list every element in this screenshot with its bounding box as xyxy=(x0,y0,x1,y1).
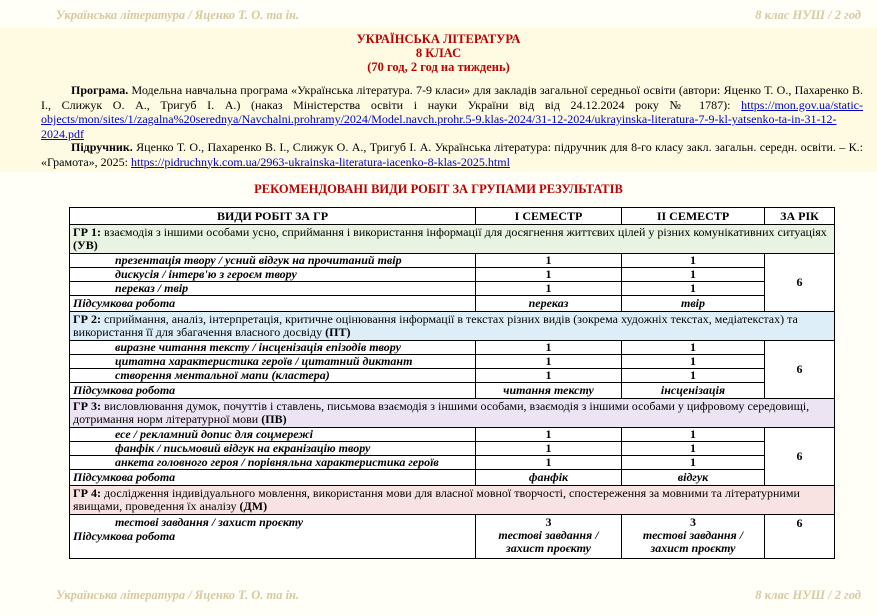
header-semester-1: І СЕМЕСТР xyxy=(476,208,622,225)
textbook-text: Яценко Т. О., Пахаренко В. І., Слижук О. А., Тригуб І. А. Українська література: підручник для 8-го класу закл. загальн. середн. освіти. – К.: «Грамота», 2025: xyxy=(41,140,863,169)
doc-hours: (70 год, 2 год на тиждень) xyxy=(367,60,510,74)
semester-2-count: 1 xyxy=(622,369,765,383)
year-total: 6 xyxy=(765,428,835,486)
semester-2-count: 1 xyxy=(622,456,765,470)
header-right: 8 клас НУШ / 2 год xyxy=(755,8,861,22)
semester-2-count: 1 xyxy=(622,355,765,369)
table-row xyxy=(70,268,835,282)
footer-left: Українська література / Яценко Т. О. та ін. xyxy=(56,588,300,602)
summary-row xyxy=(70,470,835,486)
semester-1-count: 1 xyxy=(476,254,622,268)
activity-name: есе / рекламний допис для соцмережі xyxy=(70,428,476,442)
table-row xyxy=(70,369,835,383)
semester-1-count: 1 xyxy=(476,442,622,456)
doc-title: УКРАЇНСЬКА ЛІТЕРАТУРА xyxy=(356,32,521,46)
program-paragraph xyxy=(41,83,863,141)
group-description: ГР 3: висловлювання думок, почуттів і ставлень, письмова взаємодія з іншими особами, взаємодія з іншими особами у цифровому середовищі, дотримання норм літературної мови (ПВ) xyxy=(70,399,835,428)
summary-semester-1: переказ xyxy=(476,296,622,312)
summary-label: Підсумкова робота xyxy=(70,470,476,486)
group-description: ГР 4: дослідження індивідуального мовлення, використання мови для власної мовної творчості, спостереження за мовними та літературними явищами, проведення їх аналізу (ДМ) xyxy=(70,486,835,515)
table-row xyxy=(70,355,835,369)
summary-label: Підсумкова робота xyxy=(70,296,476,312)
activity-name: презентація твору / усний відгук на прочитаний твір xyxy=(70,254,476,268)
semester-2-count: 1 xyxy=(622,428,765,442)
activity-name: переказ / твір xyxy=(70,282,476,296)
semester-2-count: 3 xyxy=(690,515,696,529)
page-footer xyxy=(0,588,877,604)
table-row xyxy=(70,254,835,268)
semester-2-count: 1 xyxy=(622,254,765,268)
textbook-label: Підручник. xyxy=(71,140,133,154)
year-total: 6 xyxy=(765,341,835,399)
table-row xyxy=(70,442,835,456)
year-total: 6 xyxy=(765,254,835,312)
activity-name: дискусія / інтерв'ю з героєм твору xyxy=(70,268,476,282)
program-label: Програма. xyxy=(71,83,129,97)
header-year: ЗА РІК xyxy=(765,208,835,225)
group-row-2 xyxy=(70,312,835,341)
group-description: ГР 2: сприймання, аналіз, інтерпретація, критичне оцінювання інформації в текстах різних видів (зокрема художніх текстах, медіатекстах) та використання її для збагачення власного досвіду (ПТ) xyxy=(70,312,835,341)
summary-semester-2: тестові завдання / захист проєкту xyxy=(642,528,744,555)
group-row-1 xyxy=(70,225,835,254)
group-row-3 xyxy=(70,399,835,428)
activity-name: тестові завдання / захист проєкту xyxy=(115,515,304,529)
table-row xyxy=(70,428,835,442)
summary-row xyxy=(70,383,835,399)
header-works: ВИДИ РОБІТ ЗА ГР xyxy=(70,208,476,225)
semester-1-count: 1 xyxy=(476,369,622,383)
textbook-link[interactable]: https://pidruchnyk.com.ua/2963-ukrainska-literatura-iacenko-8-klas-2025.html xyxy=(131,154,510,169)
works-table xyxy=(69,207,835,559)
summary-row xyxy=(70,296,835,312)
activity-cell xyxy=(70,515,476,559)
summary-label: Підсумкова робота xyxy=(70,383,476,399)
semester-1-count: 3 xyxy=(545,515,552,529)
semester-1-count: 1 xyxy=(476,456,622,470)
header-left: Українська література / Яценко Т. О. та ін. xyxy=(56,8,300,22)
program-link[interactable]: https://mon.gov.ua/static-objects/mon/sites/1/zagalna%20serednya/Navchalni.prohramy/2024/Model.navch.prohr.5-9.klas-2024/31-12-2024/ukrayinska-literatura-7-9-kl-yatsenko-ta-in-31-12-2024.pdf xyxy=(41,97,863,141)
year-total: 6 xyxy=(765,515,835,559)
summary-semester-2: інсценізація xyxy=(622,383,765,399)
semester-2-count: 1 xyxy=(622,282,765,296)
semester-1-count: 1 xyxy=(476,355,622,369)
table-row xyxy=(70,515,835,559)
header-semester-2: ІІ СЕМЕСТР xyxy=(622,208,765,225)
activity-name: фанфік / письмовий відгук на екранізацію твору xyxy=(70,442,476,456)
summary-semester-1: тестові завдання / захист проєкту xyxy=(498,528,599,555)
semester-2-count: 1 xyxy=(622,341,765,355)
doc-grade: 8 КЛАС xyxy=(415,46,462,60)
semester-2-count: 1 xyxy=(622,268,765,282)
intro-block xyxy=(0,28,877,172)
semester-1-count: 1 xyxy=(476,268,622,282)
group-row-4 xyxy=(70,486,835,515)
program-text: Модельна навчальна програма «Українська література. 7-9 класи» для закладів загальної середньої освіти (автори: Яценко Т. О., Пахаренко В. І., Слижук О. А., Тригуб І. А.) (наказ Міністерства освіти і науки України від від 24.12.2024 року № 1787): xyxy=(41,83,863,112)
activity-name: цитатна характеристика героїв / цитатний диктант xyxy=(70,355,476,369)
table-row xyxy=(70,456,835,470)
section-title: РЕКОМЕНДОВАНІ ВИДИ РОБІТ ЗА ГРУПАМИ РЕЗУЛЬТАТІВ xyxy=(254,182,623,196)
semester-1-count: 1 xyxy=(476,341,622,355)
page-header xyxy=(0,8,877,24)
activity-name: створення ментальної мапи (кластера) xyxy=(70,369,476,383)
semester-2-cell xyxy=(622,515,765,559)
summary-label: Підсумкова робота xyxy=(73,529,176,543)
table-row xyxy=(70,282,835,296)
summary-semester-1: фанфік xyxy=(476,470,622,486)
group-description: ГР 1: взаємодія з іншими особами усно, сприймання і використання інформації для досягнення життєвих цілей у різних комунікативних ситуаціях (УВ) xyxy=(70,225,835,254)
textbook-paragraph xyxy=(41,140,863,169)
semester-1-count: 1 xyxy=(476,428,622,442)
summary-semester-2: твір xyxy=(622,296,765,312)
activity-name: анкета головного героя / порівняльна характеристика героїв xyxy=(70,456,476,470)
table-header-row xyxy=(70,208,835,225)
summary-semester-1: читання тексту xyxy=(476,383,622,399)
semester-1-cell xyxy=(476,515,622,559)
table-row xyxy=(70,341,835,355)
semester-1-count: 1 xyxy=(476,282,622,296)
footer-right: 8 клас НУШ / 2 год xyxy=(755,588,861,602)
semester-2-count: 1 xyxy=(622,442,765,456)
summary-semester-2: відгук xyxy=(622,470,765,486)
activity-name: виразне читання тексту / інсценізація епізодів твору xyxy=(70,341,476,355)
